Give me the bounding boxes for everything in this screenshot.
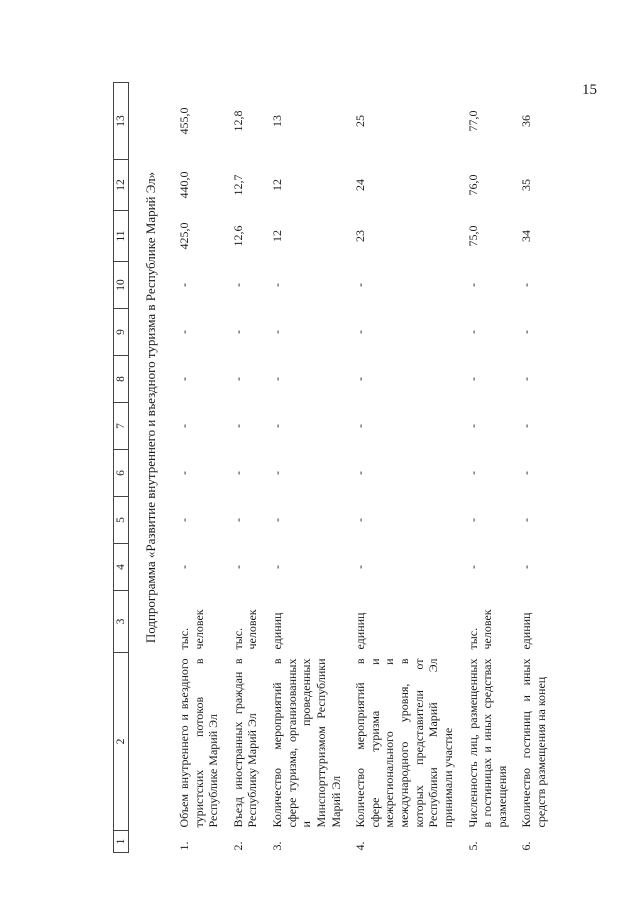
table-row <box>345 83 457 853</box>
value-cell: - <box>465 565 480 569</box>
value-cell: - <box>519 518 534 522</box>
row-number: 2. <box>230 841 245 851</box>
table-row <box>458 83 512 853</box>
value-cell: - <box>270 283 284 287</box>
unit: тыс. человек <box>230 609 260 650</box>
value-cell: 455,0 <box>176 107 191 135</box>
table-row <box>169 83 223 853</box>
value-cell: - <box>230 471 245 475</box>
value-cell: - <box>465 424 480 428</box>
indicator-name: Въезд иностранных граждан в Республику Марий Эл <box>230 658 260 828</box>
subprogram-title: Подпрограмма «Развитие внутреннего и въездного туризма в Республике Марий Эл» <box>143 171 159 644</box>
subprogram-row <box>129 83 169 853</box>
column-number: 7 <box>114 403 129 450</box>
value-cell: 75,0 <box>465 225 480 247</box>
unit: единиц <box>270 612 284 650</box>
value-cell: - <box>270 518 284 522</box>
value-cell: 77,0 <box>465 110 480 132</box>
column-number: 1 <box>114 831 129 853</box>
value-cell: - <box>176 377 191 381</box>
value-cell: - <box>230 424 245 428</box>
table-row <box>511 83 550 853</box>
value-cell: - <box>353 377 368 381</box>
row-number: 5. <box>465 841 480 851</box>
value-cell: - <box>465 518 480 522</box>
value-cell: - <box>465 377 480 381</box>
value-cell: - <box>353 518 368 522</box>
unit: единиц <box>519 612 534 650</box>
column-number: 3 <box>114 591 129 653</box>
value-cell: 12 <box>270 179 284 191</box>
indicator-name: Объем внутреннего и въездного туристских потоков в Республике Марий Эл <box>176 658 221 828</box>
value-cell: 34 <box>519 230 534 242</box>
indicator-name: Количество гостиниц и иных средств размещения на конец <box>519 658 548 828</box>
indicator-name: Численность лиц, размещенных в гостиницах и иных средствах размещения <box>465 658 509 828</box>
column-number: 8 <box>114 356 129 403</box>
value-cell: 76,0 <box>465 174 480 196</box>
value-cell: - <box>353 471 368 475</box>
value-cell: - <box>465 283 480 287</box>
column-number: 13 <box>114 83 129 160</box>
value-cell: - <box>519 377 534 381</box>
row-number: 3. <box>270 841 284 851</box>
indicator-name: Количество мероприятий в сфере туризма и межрегионального и международного уровня, в которых представители от Республики Марий Эл принимали участие <box>353 658 455 828</box>
column-number: 12 <box>114 160 129 211</box>
column-number: 2 <box>114 653 129 831</box>
value-cell: - <box>270 377 284 381</box>
value-cell: - <box>176 471 191 475</box>
value-cell: - <box>176 283 191 287</box>
value-cell: - <box>270 330 284 334</box>
value-cell: - <box>176 518 191 522</box>
row-number: 4. <box>353 841 368 851</box>
unit: тыс. человек <box>176 609 206 650</box>
value-cell: 440,0 <box>176 171 191 199</box>
value-cell: - <box>353 283 368 287</box>
value-cell: - <box>230 518 245 522</box>
value-cell: 12,8 <box>230 110 245 132</box>
value-cell: 12 <box>270 230 284 242</box>
value-cell: 24 <box>353 179 368 191</box>
value-cell: - <box>176 330 191 334</box>
rotated-table-container <box>113 83 583 853</box>
value-cell: - <box>465 471 480 475</box>
column-number: 5 <box>114 497 129 544</box>
column-number-row <box>114 83 129 853</box>
value-cell: - <box>519 565 534 569</box>
value-cell: - <box>176 565 191 569</box>
value-cell: - <box>519 283 534 287</box>
column-number: 4 <box>114 544 129 591</box>
row-number: 6. <box>519 841 534 851</box>
value-cell: - <box>230 565 245 569</box>
table-row <box>262 83 345 853</box>
value-cell: - <box>519 330 534 334</box>
value-cell: - <box>230 283 245 287</box>
column-number: 10 <box>114 262 129 309</box>
column-number: 11 <box>114 211 129 262</box>
value-cell: - <box>465 330 480 334</box>
value-cell: - <box>230 330 245 334</box>
value-cell: - <box>353 330 368 334</box>
unit: единиц <box>353 612 368 650</box>
value-cell: - <box>353 424 368 428</box>
value-cell: - <box>270 471 284 475</box>
value-cell: - <box>270 565 284 569</box>
value-cell: 23 <box>353 230 368 242</box>
value-cell: 35 <box>519 179 534 191</box>
value-cell: - <box>353 565 368 569</box>
value-cell: 13 <box>270 115 284 127</box>
column-number: 9 <box>114 309 129 356</box>
value-cell: 425,0 <box>176 222 191 250</box>
page-number: 15 <box>582 82 597 98</box>
value-cell: - <box>230 377 245 381</box>
value-cell: 25 <box>353 115 368 127</box>
value-cell: - <box>519 471 534 475</box>
value-cell: - <box>270 424 284 428</box>
value-cell: 12,6 <box>230 225 245 247</box>
indicator-name: Количество мероприятий в сфере туризма, организованных и проведенных Минспорттуризмом Республики Марий Эл <box>270 658 343 828</box>
value-cell: - <box>519 424 534 428</box>
value-cell: 12,7 <box>230 174 245 196</box>
row-number: 1. <box>176 841 191 851</box>
value-cell: 36 <box>519 115 534 127</box>
indicators-table <box>113 82 551 853</box>
table-row <box>223 83 262 853</box>
column-number: 6 <box>114 450 129 497</box>
unit: тыс. человек <box>465 609 495 650</box>
value-cell: - <box>176 424 191 428</box>
